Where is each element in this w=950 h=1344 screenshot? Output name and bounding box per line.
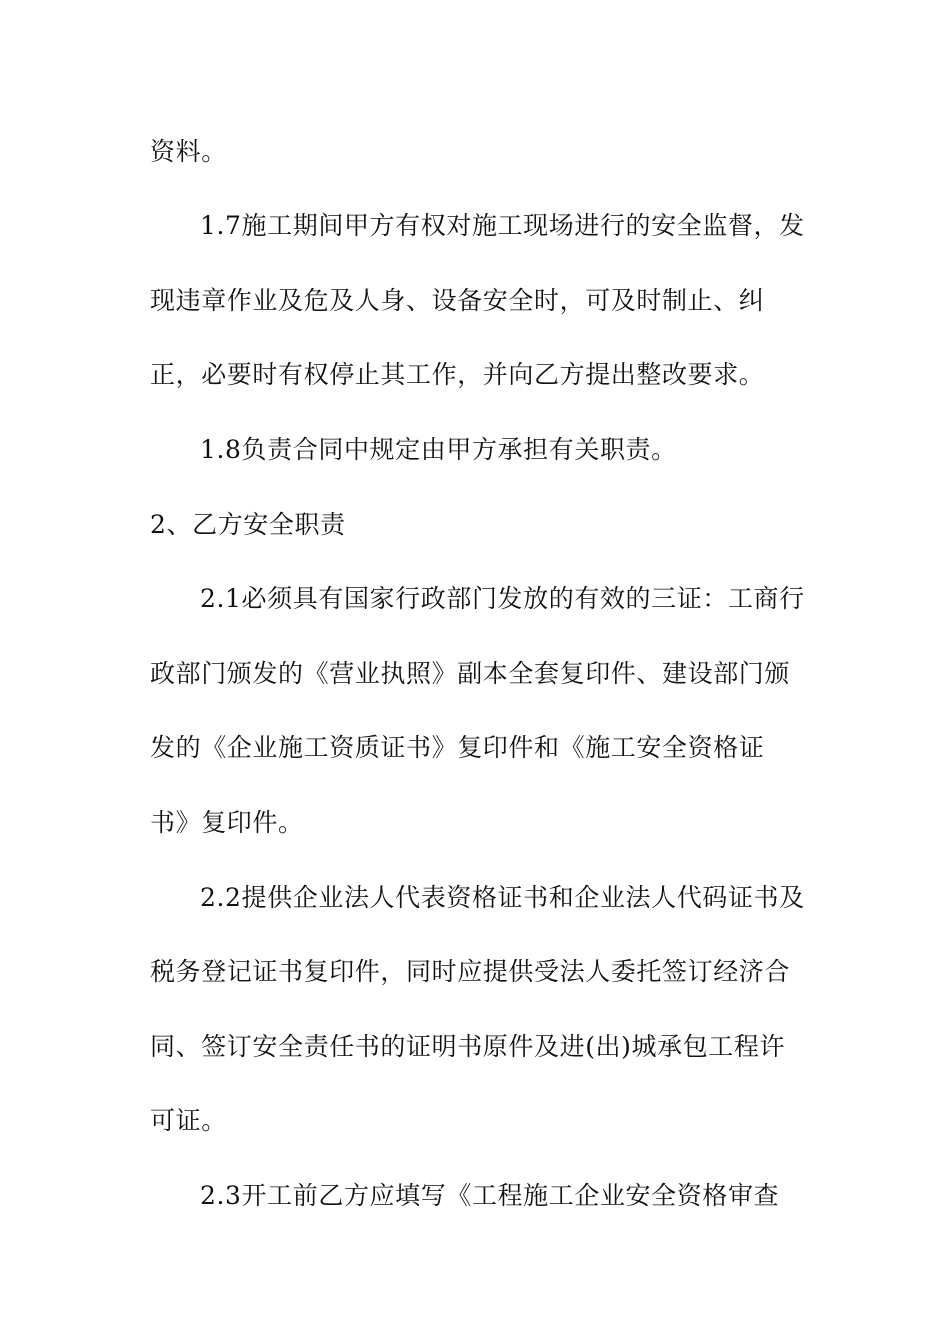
text-line: 2.3开工前乙方应填写《工程施工企业安全资格审查 bbox=[200, 1181, 780, 1210]
section-heading: 2、乙方安全职责 bbox=[150, 510, 346, 539]
text-line: 同、签订安全责任书的证明书原件及进(出)城承包工程许 bbox=[150, 1032, 786, 1061]
text-line: 正，必要时有权停止其工作，并向乙方提出整改要求。 bbox=[150, 360, 765, 389]
text-line: 2.1必须具有国家行政部门发放的有效的三证：工商行 bbox=[200, 584, 805, 613]
text-line: 现违章作业及危及人身、设备安全时，可及时制止、纠 bbox=[150, 286, 765, 315]
text-line: 1.8负责合同中规定由甲方承担有关职责。 bbox=[200, 435, 677, 464]
text-line: 2.2提供企业法人代表资格证书和企业法人代码证书及 bbox=[200, 883, 805, 912]
text-line: 政部门颁发的《营业执照》副本全套复印件、建设部门颁 bbox=[150, 659, 791, 688]
text-line: 税务登记证书复印件，同时应提供受法人委托签订经济合 bbox=[150, 957, 791, 986]
text-line: 1.7施工期间甲方有权对施工现场进行的安全监督，发 bbox=[200, 211, 805, 240]
text-line: 发的《企业施工资质证书》复印件和《施工安全资格证 bbox=[150, 733, 765, 762]
text-line: 书》复印件。 bbox=[150, 808, 304, 837]
text-line: 资料。 bbox=[150, 137, 227, 166]
text-line: 可证。 bbox=[150, 1106, 227, 1135]
